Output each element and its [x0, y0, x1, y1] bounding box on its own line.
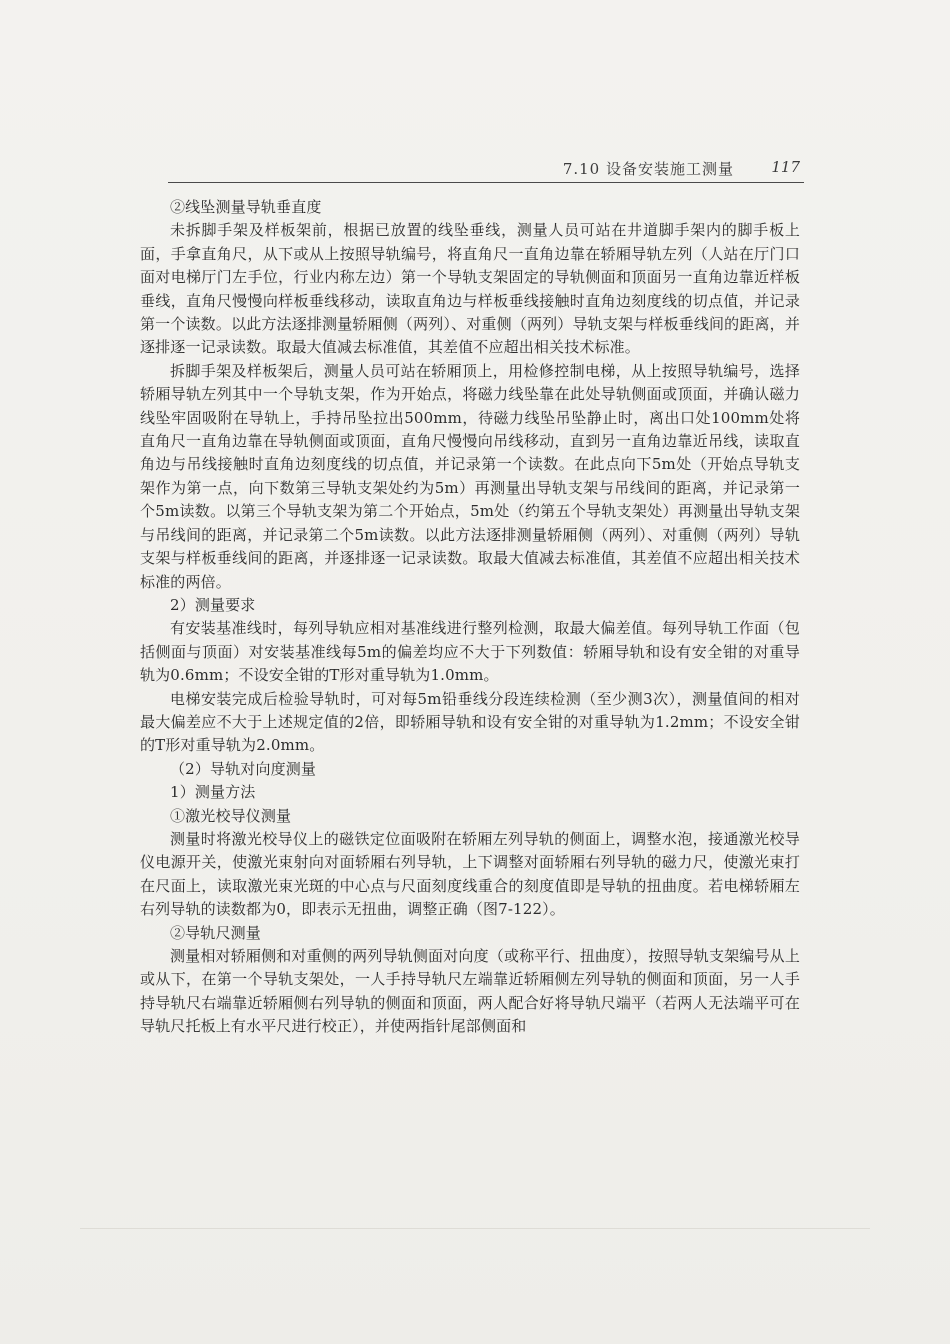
subheading: 1）测量方法 — [170, 783, 256, 802]
paragraph: 未拆脚手架及样板架前，根据已放置的线坠垂线，测量人员可站在井道脚手架内的脚手板上面，手拿直角尺，从下或从上按照导轨编号，将直角尺一直角边靠在轿厢导轨左列（人站在厅门口面对电梯厅门左手位，行业内称左边）第一个导轨支架固定的导轨侧面和顶面另一直角边靠近样板垂线，直角尺慢慢向样板垂线移动，读取直角边与样板垂线接触时直角边刻度线的切点值，并记录第一个读数。以此方法逐排测量轿厢侧（两列）、对重侧（两列）导轨支架与样板垂线间的距离，并逐排逐一记录读数。取最大值减去标准值，其差值不应超出相关技术标准。 — [140, 221, 800, 357]
running-header — [168, 158, 804, 183]
paragraph: 拆脚手架及样板架后，测量人员可站在轿厢顶上，用检修控制电梯，从上按照导轨编号，选择轿厢导轨左列其中一个导轨支架，作为开始点，将磁力线坠靠在此处导轨侧面或顶面，并确认磁力线坠牢固吸附在导轨上，手持吊坠拉出500mm，待磁力线坠吊坠静止时，离出口处100mm处将直角尺一直角边靠在导轨侧面或顶面，直角尺慢慢向吊线移动，直到另一直角边靠近吊线，读取直角边与吊线接触时直角边刻度线的切点值，并记录第一个读数。在此点向下5m处（开始点导轨支架作为第一点，向下数第三导轨支架处约为5m）再测量出导轨支架与吊线间的距离，并记录第一个5m读数。以第三个导轨支架为第二个开始点，5m处（约第五个导轨支架处）再测量出导轨支架与吊线间的距离，并记录第二个5m读数。以此方法逐排测量轿厢侧（两列）、对重侧（两列）导轨支架与样板垂线间的距离，并逐排逐一记录读数。取最大值减去标准值，其差值不应超出相关技术标准的两倍。 — [140, 361, 800, 591]
subheading: ②导轨尺测量 — [170, 923, 261, 942]
page-bottom-edge — [80, 1228, 870, 1229]
subheading: （2）导轨对向度测量 — [170, 759, 317, 778]
paragraph: 测量时将激光校导仪上的磁铁定位面吸附在轿厢左列导轨的侧面上，调整水泡，接通激光校导仪电源开关，使激光束射向对面轿厢右列导轨，上下调整对面轿厢右列导轨的磁力尺，使激光束打在尺面上，读取激光束光斑的中心点与尺面刻度线重合的刻度值即是导轨的扭曲度。若电梯轿厢左右列导轨的读数都为0，即表示无扭曲，调整正确（图7-122）。 — [140, 829, 800, 919]
paragraph: 电梯安装完成后检验导轨时，可对每5m铅垂线分段连续检测（至少测3次），测量值间的相对最大偏差应不大于上述规定值的2倍，即轿厢导轨和设有安全钳的对重导轨为1.2mm；不设安全钳的T形对重导轨为2.0mm。 — [140, 689, 800, 755]
subheading: 2）测量要求 — [170, 595, 256, 614]
paragraph: 有安装基准线时，每列导轨应相对基准线进行整列检测，取最大偏差值。每列导轨工作面（包括侧面与顶面）对安装基准线每5m的偏差均应不大于下列数值：轿厢导轨和设有安全钳的对重导轨为0.6mm；不设安全钳的T形对重导轨为1.0mm。 — [140, 619, 800, 685]
header-section-title: 7.10 设备安装施工测量 — [562, 160, 734, 178]
body-text — [140, 196, 800, 1039]
header-page-number: 117 — [771, 158, 800, 176]
subheading: ①激光校导仪测量 — [170, 806, 292, 825]
paragraph: 测量相对轿厢侧和对重侧的两列导轨侧面对向度（或称平行、扭曲度），按照导轨支架编号从上或从下，在第一个导轨支架处，一人手持导轨尺左端靠近轿厢侧左列导轨的侧面和顶面，另一人手持导轨尺右端靠近轿厢侧右列导轨的侧面和顶面，两人配合好将导轨尺端平（若两人无法端平可在导轨尺托板上有水平尺进行校正），并使两指针尾部侧面和 — [140, 947, 800, 1036]
subheading: ②线坠测量导轨垂直度 — [170, 198, 322, 216]
